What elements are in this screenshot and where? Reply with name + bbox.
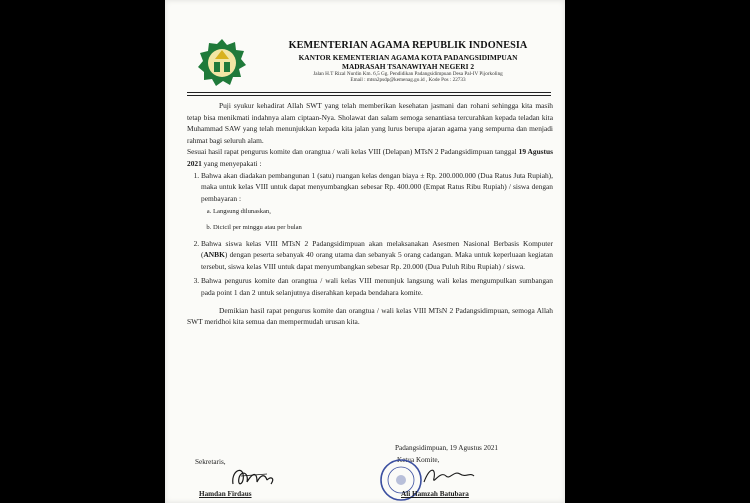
office-name: KANTOR KEMENTERIAN AGAMA KOTA PADANGSIDIMPUAN bbox=[298, 53, 518, 62]
header-rule-thick bbox=[187, 92, 551, 93]
intro-text: Sesuai hasil rapat pengurus komite dan orangtua / wali kelas VIII (Delapan) MTsN 2 Padangsidimpuan tanggal bbox=[187, 147, 519, 157]
secretary-title: Sekretaris, bbox=[195, 458, 226, 466]
header-rule-thin bbox=[187, 95, 551, 96]
chairman-signature-icon bbox=[420, 464, 478, 488]
list-item: 3. Bahwa pengurus komite dan orangtua / wali kelas VIII menunjuk langsung wali kelas mengumpulkan sumbangan pada point 1 dan 2 untuk selanjutnya diserahkan kepada bendahara komite. bbox=[201, 275, 553, 298]
chairman-name: Ali Hamzah Batubara bbox=[401, 490, 469, 498]
intro-paragraph bbox=[187, 146, 553, 169]
secretary-signature-icon bbox=[227, 462, 287, 492]
letter-page bbox=[165, 0, 565, 503]
school-address: Jalan H.T Rizal Nurdin Km. 6,5 Gg. Pendidikan Padangsidimpuan Desa Pal-IV Pijorkoling bbox=[313, 71, 503, 77]
meeting-date: 19 Agustus 2021 bbox=[187, 147, 554, 168]
item-text: Bahwa siswa kelas VIII MTsN 2 Padangsidimpuan akan melaksanakan Asesmen Nasional Berbasis Komputer ( bbox=[201, 238, 553, 260]
payment-options bbox=[201, 206, 553, 233]
item-text-end: ) dengan peserta sebanyak 40 orang utama dan sebanyak 5 orang cadangan. Maka untuk keperluaan kegiatan tersebut, siswa kelas VIII untuk dapat menyumbangkan sebesar Rp. 20.000 (Dua Puluh Ribu Rupiah) / siswa. bbox=[201, 250, 553, 271]
item-text: Bahwa akan diadakan pembangunan 1 (satu) ruangan kelas dengan biaya ± Rp. 200.000.000 (Dua Ratus Juta Rupiah), maka untuk kelas VIII untuk dapat menyumbangkan sebesar Rp. 400.000 (Empat Ratus Ribu Rupiah) / siswa dengan pembayaran : bbox=[201, 170, 553, 203]
list-item bbox=[201, 170, 553, 234]
school-contact: Email : mtsn2psdp@kemenag.go.id , Kode Pos : 22733 bbox=[350, 77, 466, 83]
place-date: Padangsidimpuan, 19 Agustus 2021 bbox=[395, 444, 499, 452]
letterhead bbox=[253, 40, 563, 83]
secretary-name: Hamdan Firdaus bbox=[199, 490, 252, 498]
list-item bbox=[201, 238, 553, 273]
closing-paragraph: Demikian hasil rapat pengurus komite dan orangtua / wali kelas VIII MTsN 2 Padangsidimpuan, semoga Allah SWT meridhoi kita semua dan mempermudah urusan kita. bbox=[187, 305, 553, 327]
anbk-term: ANBK bbox=[203, 250, 225, 260]
list-item: a. Langsung dilunaskan, bbox=[213, 206, 553, 218]
school-name: MADRASAH TSANAWIYAH NEGERI 2 bbox=[341, 62, 475, 71]
ministry-name: KEMENTERIAN AGAMA REPUBLIK INDONESIA bbox=[288, 40, 528, 51]
ministry-emblem-icon bbox=[197, 38, 247, 88]
opening-paragraph: Puji syukur kehadirat Allah SWT yang telah memberikan kesehatan jasmani dan rohani sehingga kita masih tetap bisa menikmati indahnya alam ciptaan-Nya. Sholawat dan salam semoga senantiasa tercurahkan kepada teladan kita Muhammad SAW yang telah menunjukkan kepada kita jalan yang lurus berupa ajaran agama yang sempurna dan menjadi rahmat bagi seluruh alam. bbox=[187, 101, 553, 145]
intro-text-end: yang menyepakati : bbox=[201, 158, 262, 168]
letter-body bbox=[187, 100, 553, 328]
chairman-title: Ketua Komite, bbox=[397, 456, 440, 464]
agreement-list bbox=[187, 170, 553, 299]
list-item: b. Dicicil per minggu atau per bulan bbox=[213, 222, 553, 234]
